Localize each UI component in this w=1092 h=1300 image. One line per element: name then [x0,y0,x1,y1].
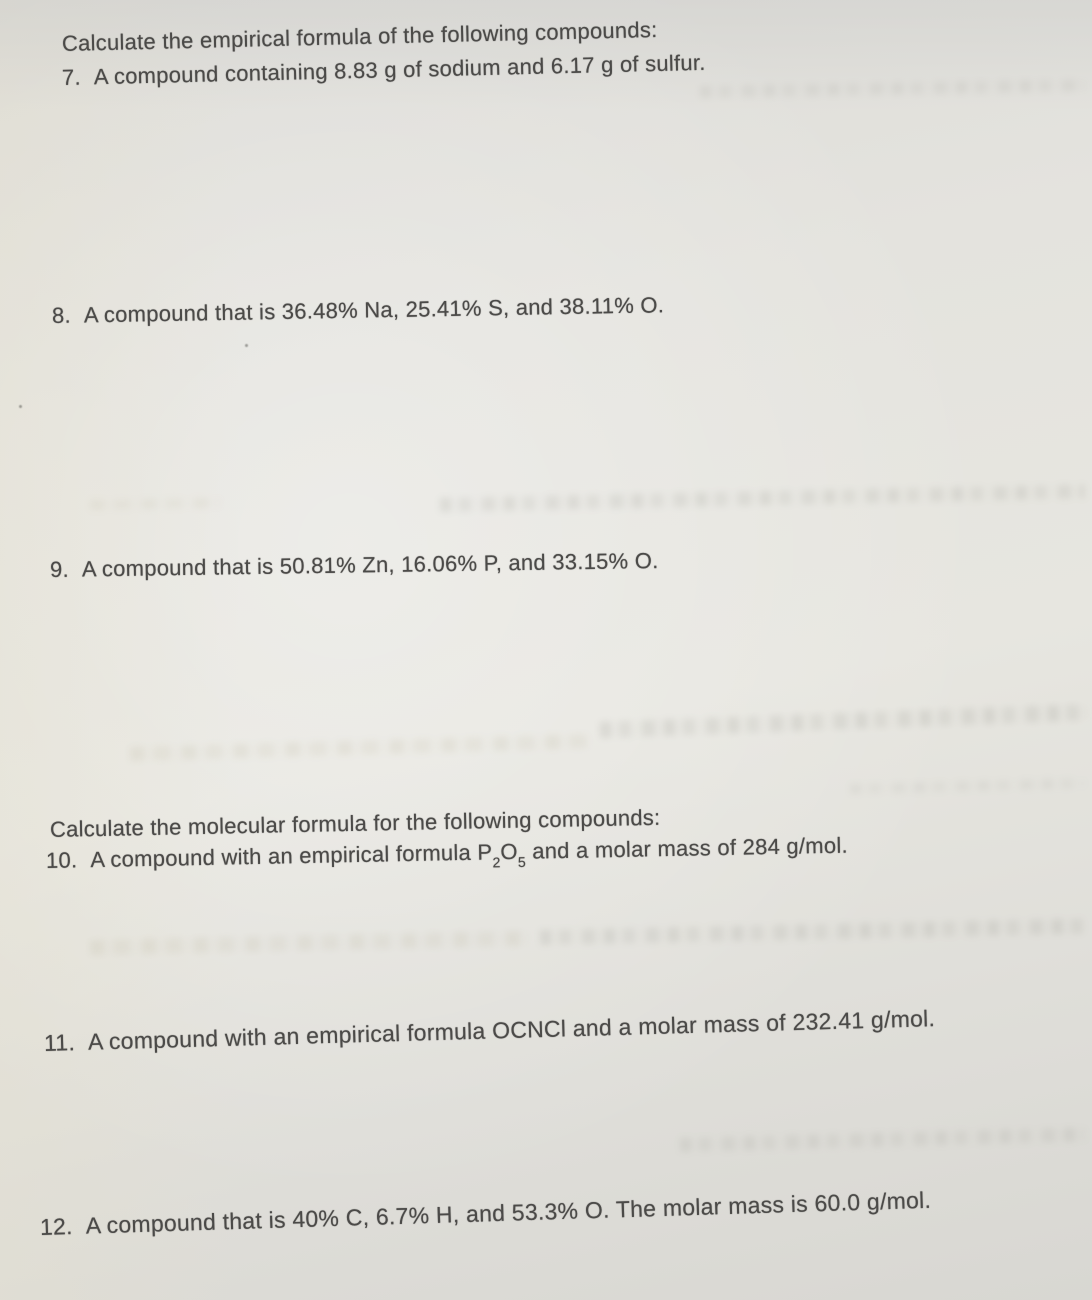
problem-number: 8. [51,302,72,328]
problem-text: A compound that is 36.48% Na, 25.41% S, and 38.11% O. [83,292,665,328]
formula-subscript: 2 [492,854,501,871]
problem-number: 10. [45,847,78,873]
problem-line-8 [52,292,665,329]
bleed-through-smudge [90,498,220,510]
problem-text: A compound that is 40% C, 6.7% H, and 53.3% O. The molar mass is 60.0 g/mol. [85,1186,932,1239]
section-heading: Calculate the molecular formula for the following compounds: [49,804,661,842]
problem-text: A compound that is 50.81% Zn, 16.06% P, and 33.15% O. [81,547,659,582]
bleed-through-smudge [440,484,1085,512]
section-heading: Calculate the empirical formula of the following compounds: [61,16,658,56]
bleed-through-smudge [600,704,1090,738]
problem-number: 9. [49,556,70,582]
formula-text-part: and a molar mass of 284 g/mol. [525,832,849,864]
paper-speck [245,344,248,347]
formula-text-part: A compound with an empirical formula P [90,839,493,873]
bleed-through-smudge [680,1127,1085,1152]
bleed-through-smudge [130,734,590,761]
problem-text: A compound containing 8.83 g of sodium and 6.17 g of sulfur. [93,49,706,90]
problem-text: A compound with an empirical formula OCNCl and a molar mass of 232.41 g/mol. [87,1005,936,1055]
bleed-through-smudge [540,919,1085,945]
bleed-through-smudge [90,931,530,955]
problem-number: 11. [43,1029,76,1056]
paper-speck [19,405,22,408]
formula-subscript: 5 [517,853,527,870]
problem-line-9 [50,548,659,583]
problem-line-12 [40,1187,932,1241]
bleed-through-smudge [850,778,1085,794]
problem-number: 7. [61,64,82,90]
problem-number: 12. [39,1213,74,1240]
problem-line-11 [44,1005,936,1057]
bleed-through-smudge [700,79,1085,98]
formula-text-part: O [500,838,518,865]
problem-line-7 [62,50,706,91]
